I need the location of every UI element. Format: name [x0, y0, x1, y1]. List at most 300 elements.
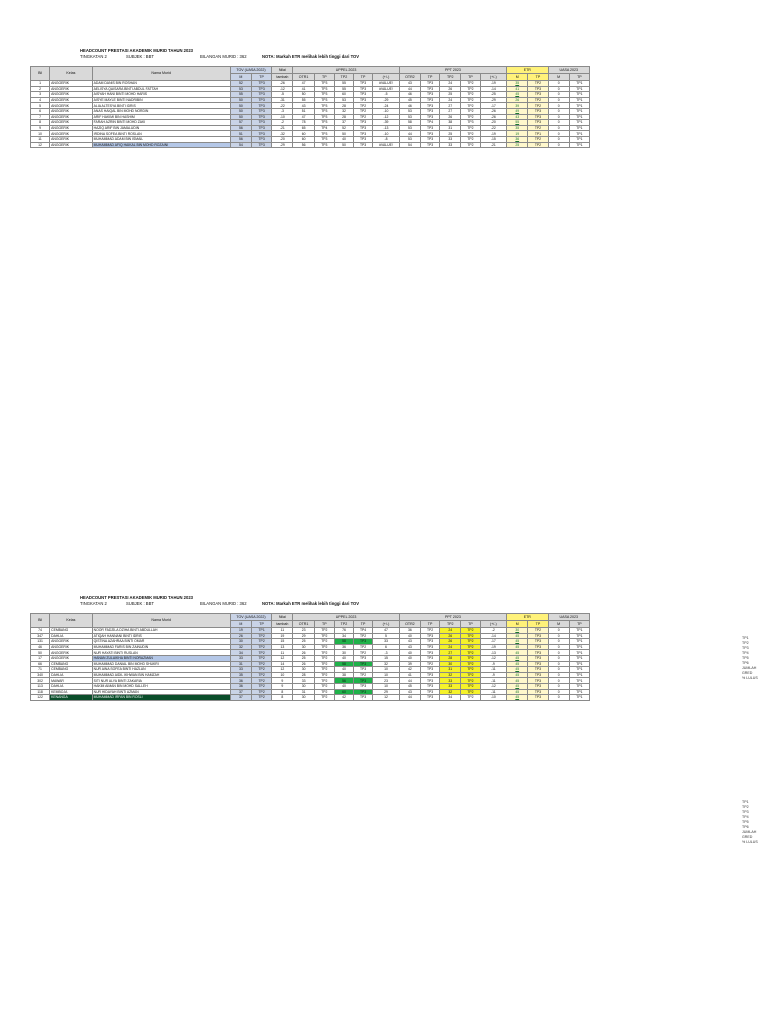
sheet-header [30, 589, 590, 613]
uppl-mark-cell: 52 [334, 125, 353, 131]
summary-label: GRED [742, 671, 753, 675]
nilai-tambah-cell: 15 [272, 639, 293, 645]
class-cell: ANGGERIK [50, 125, 93, 131]
uppl-tp2-cell: TP3 [354, 125, 373, 131]
class-cell: KENANGA [50, 695, 93, 701]
nilai-tambah-cell: -2 [272, 120, 293, 126]
tov-tp-cell: TP2 [252, 695, 272, 701]
subcol-tp: TP [461, 74, 480, 81]
otr2-cell: 45 [399, 97, 420, 103]
tov-tp-cell: TP3 [252, 125, 272, 131]
uppl-tp-cell: TP3 [314, 136, 334, 142]
table-row [31, 142, 590, 148]
summary-labels-a [742, 636, 768, 681]
uppl-diff-cell: #VALUE! [373, 81, 400, 87]
uppl-mark-cell: 40 [334, 655, 353, 661]
subcol-diff: (+/-) [373, 621, 400, 628]
uasa-mark-cell: 0 [548, 667, 569, 673]
subcol-tp: TP [252, 74, 272, 81]
student-name-cell: NUR HIDAYAH BINTI AZMAN [92, 689, 230, 695]
uppl-mark-cell: 30 [334, 650, 353, 656]
headcount-sheet-2 [30, 589, 590, 701]
sheet-header [30, 42, 590, 66]
uasa-tp-cell: TP1 [569, 131, 589, 137]
ppt-tp2-cell: TP2 [461, 142, 480, 148]
otr2-cell: 54 [399, 142, 420, 148]
uppl-mark-cell: 40 [334, 683, 353, 689]
etr-tp-cell: TP2 [528, 142, 548, 148]
etr-tp-cell: TP3 [528, 639, 548, 645]
uppl-tp-cell: TP2 [314, 644, 334, 650]
tov-mark-cell: 31 [230, 661, 251, 667]
uasa-mark-cell: 0 [548, 639, 569, 645]
row-number: 50 [31, 650, 50, 656]
otr1-cell: 47 [293, 81, 314, 87]
otr2-cell: 43 [399, 81, 420, 87]
tov-tp-cell: TP2 [252, 639, 272, 645]
uppl-tp-cell: TP2 [314, 639, 334, 645]
tov-mark-cell: 56 [230, 125, 251, 131]
student-rows [31, 81, 590, 148]
otr2-cell: 53 [399, 114, 420, 120]
tov-tp-cell: TP2 [252, 683, 272, 689]
student-name-cell: AELISYA QAISARA BINTI ABDUL FATTAH [92, 86, 230, 92]
uasa-tp-cell: TP1 [569, 81, 589, 87]
etr-mark-cell: 45 [507, 650, 528, 656]
uasa-tp-cell: TP1 [569, 678, 589, 684]
uasa-tp-cell: TP1 [569, 103, 589, 109]
student-name-cell: SITI NUR ALYA BINTI ZAKARIA [92, 678, 230, 684]
uppl-mark-cell: 58 [334, 661, 353, 667]
nilai-tambah-cell: -12 [272, 86, 293, 92]
ppt-diff-cell: -14 [480, 633, 507, 639]
etr-tp-cell: TP3 [528, 655, 548, 661]
uppl-diff-cell: -13 [373, 125, 400, 131]
uppl-tp2-cell: TP3 [354, 678, 373, 684]
subcol-m2: TP2 [334, 621, 353, 628]
ppt-mark-cell: 31 [440, 125, 461, 131]
tov-tp-cell: TP3 [252, 92, 272, 98]
otr1-cell: 43 [293, 103, 314, 109]
uppl-diff-cell: -29 [373, 97, 400, 103]
subcol-m: M [230, 74, 251, 81]
student-name-cell: NOOR FADZILA DZIHA BINTI ABDULLAH [92, 628, 230, 634]
nilai-tambah-cell: -3 [272, 108, 293, 114]
etr-tp-cell: TP3 [528, 650, 548, 656]
etr-mark-cell: 19 [507, 131, 528, 137]
uppl-mark-cell: 60 [334, 689, 353, 695]
ppt-diff-cell: -25 [480, 92, 507, 98]
uppl-tp-cell: TP3 [314, 108, 334, 114]
tov-mark-cell: 37 [230, 689, 251, 695]
ppt-tp-cell: TP3 [421, 97, 440, 103]
class-cell: KEMBOJA [50, 689, 93, 695]
ppt-diff-cell: -17 [480, 103, 507, 109]
summary-label: TP1 [742, 800, 749, 804]
ppt-mark-cell: 26 [440, 633, 461, 639]
tov-mark-cell: 26 [230, 633, 251, 639]
uasa-mark-cell: 0 [548, 125, 569, 131]
uppl-mark-cell: 60 [334, 92, 353, 98]
etr-mark-cell: 45 [507, 655, 528, 661]
ppt-tp-cell: TP3 [421, 131, 440, 137]
ppt-tp2-cell: TP2 [461, 131, 480, 137]
subcol-tambah: tambah [272, 74, 293, 81]
tov-mark-cell: 54 [230, 142, 251, 148]
subject-label: SUBJEK : BBT [126, 601, 154, 606]
uppl-mark-cell: 55 [334, 86, 353, 92]
uppl-tp-cell: TP2 [314, 661, 334, 667]
ppt-diff-cell: -2 [480, 628, 507, 634]
ppt-mark-cell: 33 [440, 678, 461, 684]
otr2-cell: 44 [399, 678, 420, 684]
etr-tp-cell: TP2 [528, 136, 548, 142]
ppt-tp-cell: TP3 [421, 103, 440, 109]
class-cell: ANGGERIK [50, 92, 93, 98]
summary-label: TP4 [742, 651, 749, 655]
etr-tp-cell: TP3 [528, 661, 548, 667]
tov-tp-cell: TP3 [252, 136, 272, 142]
class-cell: ANGGERIK [50, 655, 93, 661]
row-number: 118 [31, 689, 50, 695]
tov-tp-cell: TP3 [252, 81, 272, 87]
otr1-cell: 29 [293, 633, 314, 639]
row-number: 302 [31, 678, 50, 684]
tov-tp-cell: TP3 [252, 108, 272, 114]
otr2-cell: 41 [399, 672, 420, 678]
uppl-diff-cell: -3 [373, 650, 400, 656]
subject-label: SUBJEK : BBT [126, 54, 154, 59]
etr-tp-cell: TP2 [528, 628, 548, 634]
uasa-mark-cell: 0 [548, 92, 569, 98]
ppt-tp2-cell: TP2 [461, 695, 480, 701]
etr-mark-cell: 45 [507, 92, 528, 98]
ppt-tp-cell: TP3 [421, 672, 440, 678]
etr-mark-cell: 45 [507, 661, 528, 667]
uppl-tp2-cell: TP2 [354, 633, 373, 639]
uppl-tp2-cell: TP3 [354, 639, 373, 645]
class-cell: ANGGERIK [50, 114, 93, 120]
student-name-cell: HANAN ZULAIKHA BINTI NORAZMAN [92, 655, 230, 661]
col-bil: Bil [31, 67, 50, 81]
etr-tp-cell: TP3 [528, 695, 548, 701]
summary-label: TP4 [742, 815, 749, 819]
otr1-cell: 78 [293, 120, 314, 126]
otr2-cell: 43 [399, 644, 420, 650]
uasa-mark-cell: 0 [548, 86, 569, 92]
ppt-tp2-cell: TP2 [461, 639, 480, 645]
ppt-diff-cell: -19 [480, 131, 507, 137]
student-name-cell: MUHAMMAD AFIQ HAIKAL BIN MOHD ROZAINI [92, 142, 230, 148]
uppl-tp2-cell: TP3 [354, 131, 373, 137]
subcol-m2: TP2 [440, 621, 461, 628]
ppt-mark-cell: 30 [440, 661, 461, 667]
uppl-tp2-cell: TP3 [354, 661, 373, 667]
tov-mark-cell: 51 [230, 131, 251, 137]
subcol-otr1: OTR1 [293, 621, 314, 628]
uppl-tp-cell: TP2 [314, 678, 334, 684]
class-cell: ANGGERIK [50, 81, 93, 87]
ppt-tp2-cell: TP2 [461, 125, 480, 131]
student-name-cell: QISTINA AZAHRAA BINTI OMAR [92, 639, 230, 645]
uasa-tp-cell: TP1 [569, 142, 589, 148]
uppl-diff-cell: 47 [373, 628, 400, 634]
subcol-otr2: OTR2 [399, 74, 420, 81]
tov-mark-cell: 36 [230, 683, 251, 689]
col-tov: TOV (UASA 2022) [230, 614, 271, 621]
class-cell: ANGGERIK [50, 108, 93, 114]
ppt-mark-cell: 24 [440, 644, 461, 650]
nilai-tambah-cell: -22 [272, 103, 293, 109]
subcol-m: M [548, 621, 569, 628]
row-number: 7 [31, 114, 50, 120]
class-cell: CEMBANG [50, 661, 93, 667]
subcol-tp: TP [252, 621, 272, 628]
otr1-cell: 47 [293, 114, 314, 120]
ppt-mark-cell: 33 [440, 142, 461, 148]
ppt-diff-cell: -17 [480, 639, 507, 645]
ppt-tp2-cell: TP2 [461, 103, 480, 109]
row-number: 11 [31, 136, 50, 142]
uppl-diff-cell: -24 [373, 103, 400, 109]
ppt-diff-cell: -19 [480, 644, 507, 650]
student-name-cell: MUHAMMAD DANIAL BIN MOHD SHUKRI [92, 661, 230, 667]
nilai-tambah-cell: 10 [272, 672, 293, 678]
nilai-tambah-cell: -10 [272, 114, 293, 120]
ppt-diff-cell: -11 [480, 667, 507, 673]
uasa-tp-cell: TP1 [569, 661, 589, 667]
class-cell: ANGGERIK [50, 644, 93, 650]
uppl-mark-cell: 28 [334, 114, 353, 120]
etr-mark-cell: 43 [507, 114, 528, 120]
uppl-diff-cell: 29 [373, 689, 400, 695]
col-nama: Nama Murid [92, 614, 230, 628]
uppl-tp2-cell: TP2 [354, 114, 373, 120]
class-cell: ANGGERIK [50, 650, 93, 656]
ppt-tp2-cell: TP2 [461, 628, 480, 634]
uppl-tp2-cell: TP3 [354, 92, 373, 98]
ppt-tp-cell: TP3 [421, 689, 440, 695]
student-name-cell: FARAH AZRIN BINTI MOHD ZAKI [92, 120, 230, 126]
tov-mark-cell: 19 [230, 628, 251, 634]
col-uppl: UPPEL 2023 [293, 67, 399, 74]
ppt-diff-cell: -10 [480, 695, 507, 701]
etr-tp-cell: TP3 [528, 120, 548, 126]
uppl-diff-cell: -39 [373, 120, 400, 126]
class-cell: ANGGERIK [50, 86, 93, 92]
col-uppl: UPPEL 2023 [293, 614, 399, 621]
ppt-mark-cell: 26 [440, 114, 461, 120]
uppl-tp2-cell: TP2 [354, 103, 373, 109]
ppt-tp2-cell: TP2 [461, 667, 480, 673]
nilai-tambah-cell: -31 [272, 97, 293, 103]
uasa-mark-cell: 0 [548, 114, 569, 120]
uasa-mark-cell: 0 [548, 672, 569, 678]
summary-label: % LULUS [742, 840, 758, 844]
subcol-m: M [548, 74, 569, 81]
uppl-tp2-cell: TP2 [354, 650, 373, 656]
ppt-tp-cell: TP3 [421, 678, 440, 684]
nilai-tambah-cell: 11 [272, 628, 293, 634]
otr1-cell: 30 [293, 667, 314, 673]
ppt-mark-cell: 33 [440, 683, 461, 689]
tov-mark-cell: 57 [230, 120, 251, 126]
uppl-diff-cell: 10 [373, 667, 400, 673]
etr-mark-cell: 45 [507, 644, 528, 650]
otr1-cell: 51 [293, 108, 314, 114]
uppl-tp2-cell: TP2 [354, 644, 373, 650]
row-number: 122 [31, 695, 50, 701]
ppt-tp-cell: TP3 [421, 108, 440, 114]
tov-tp-cell: TP3 [252, 120, 272, 126]
subcol-tambah: tambah [272, 621, 293, 628]
nilai-tambah-cell: 12 [272, 655, 293, 661]
class-cell: ANGGERIK [50, 97, 93, 103]
otr1-cell: 23 [293, 628, 314, 634]
subcol-otr1: OTR1 [293, 74, 314, 81]
otr2-cell: 40 [399, 655, 420, 661]
uasa-mark-cell: 0 [548, 633, 569, 639]
otr2-cell: 44 [399, 131, 420, 137]
etr-mark-cell: 45 [507, 633, 528, 639]
nilai-tambah-cell: -26 [272, 81, 293, 87]
otr2-cell: 42 [399, 667, 420, 673]
etr-tp-cell: TP1 [528, 131, 548, 137]
ppt-tp-cell: TP3 [421, 125, 440, 131]
student-name-cell: ADAM DANIS BIN ROSHAN [92, 81, 230, 87]
nilai-tambah-cell: 8 [272, 689, 293, 695]
col-ppt: PPT 2023 [399, 67, 506, 74]
uasa-mark-cell: 0 [548, 131, 569, 137]
otr2-cell: 36 [399, 628, 420, 634]
student-name-cell: MUHAMMAD IRFAN BIN ROSLI [92, 695, 230, 701]
ppt-tp-cell: TP3 [421, 633, 440, 639]
tov-mark-cell: 55 [230, 92, 251, 98]
uppl-tp-cell: TP3 [314, 120, 334, 126]
uppl-tp-cell: TP2 [314, 695, 334, 701]
tov-mark-cell: 50 [230, 108, 251, 114]
uppl-tp-cell: TP2 [314, 683, 334, 689]
etr-mark-cell: 26 [507, 97, 528, 103]
uppl-mark-cell: 28 [334, 103, 353, 109]
uppl-tp2-cell: TP3 [354, 667, 373, 673]
uppl-diff-cell: #VALUE! [373, 142, 400, 148]
uppl-diff-cell: 32 [373, 661, 400, 667]
etr-mark-cell: 30 [507, 628, 528, 634]
uasa-mark-cell: 0 [548, 683, 569, 689]
subcol-diff: (+/-) [373, 74, 400, 81]
row-number: 347 [31, 633, 50, 639]
otr1-cell: 60 [293, 136, 314, 142]
row-number: 10 [31, 131, 50, 137]
col-nilai: Nilai [272, 614, 293, 621]
ppt-diff-cell: -20 [480, 120, 507, 126]
otr1-cell: 28 [293, 672, 314, 678]
uppl-diff-cell: 10 [373, 683, 400, 689]
otr2-cell: 44 [399, 695, 420, 701]
uasa-tp-cell: TP1 [569, 695, 589, 701]
ppt-tp-cell: TP2 [421, 628, 440, 634]
uppl-tp-cell: TP2 [314, 689, 334, 695]
col-kelas: Kelas [50, 614, 93, 628]
class-cell: MAWAR [50, 678, 93, 684]
otr1-cell: 50 [293, 92, 314, 98]
uppl-tp2-cell: TP3 [354, 695, 373, 701]
ppt-tp-cell: TP3 [421, 136, 440, 142]
uppl-tp-cell: TP3 [314, 81, 334, 87]
uasa-tp-cell: TP1 [569, 650, 589, 656]
ppt-diff-cell: -12 [480, 683, 507, 689]
class-cell: ANGGERIK [50, 142, 93, 148]
uppl-tp-cell: TP2 [314, 628, 334, 634]
uppl-tp-cell: TP3 [314, 103, 334, 109]
uppl-diff-cell: 23 [373, 678, 400, 684]
uppl-mark-cell: 36 [334, 644, 353, 650]
uppl-tp2-cell: TP3 [354, 683, 373, 689]
nilai-tambah-cell: 8 [272, 695, 293, 701]
subcol-m: M [230, 621, 251, 628]
etr-mark-cell: 45 [507, 678, 528, 684]
uppl-tp-cell: TP3 [314, 114, 334, 120]
uppl-diff-cell: #VALUE! [373, 86, 400, 92]
uasa-mark-cell: 0 [548, 695, 569, 701]
tov-mark-cell: 53 [230, 86, 251, 92]
student-name-cell: NUR AINA SOFEA BINTI HAZLAN [92, 667, 230, 673]
class-cell: DAHLIA [50, 633, 93, 639]
uasa-mark-cell: 0 [548, 655, 569, 661]
uppl-diff-cell: 6 [373, 644, 400, 650]
uppl-tp-cell: TP2 [314, 655, 334, 661]
uppl-diff-cell: 10 [373, 672, 400, 678]
uasa-mark-cell: 0 [548, 120, 569, 126]
uasa-tp-cell: TP1 [569, 689, 589, 695]
student-name-cell: ARIF HAKIMI BIN HASHIM [92, 114, 230, 120]
otr1-cell: 26 [293, 650, 314, 656]
student-name-cell: MUHAMMAD ADAM BIN ISMAIL [92, 136, 230, 142]
col-etr: ETR [507, 614, 548, 621]
note-label: NOTA: Markah ETR melihak lebih tinggi dari TOV [262, 54, 360, 59]
otr2-cell: 46 [399, 92, 420, 98]
ppt-mark-cell: 28 [440, 655, 461, 661]
student-name-cell: NUR HAYATI BINTI RUSLAN [92, 650, 230, 656]
student-name-cell: ALIA ALTESYA BINTI IDRIS [92, 103, 230, 109]
row-number: 2 [31, 86, 50, 92]
summary-labels-b [742, 800, 768, 845]
student-name-cell: IRDINA SOFEA BINTI ROSLAN [92, 131, 230, 137]
uppl-diff-cell: 33 [373, 639, 400, 645]
uppl-tp-cell: TP4 [314, 125, 334, 131]
ppt-mark-cell: 25 [440, 131, 461, 137]
tov-tp-cell: TP2 [252, 672, 272, 678]
uppl-diff-cell: 5 [373, 633, 400, 639]
uasa-tp-cell: TP1 [569, 683, 589, 689]
uppl-diff-cell: -10 [373, 108, 400, 114]
nilai-tambah-cell: 9 [272, 683, 293, 689]
ppt-mark-cell: 25 [440, 92, 461, 98]
uppl-tp2-cell: TP3 [354, 142, 373, 148]
uppl-tp2-cell: TP3 [354, 689, 373, 695]
summary-label: % LULUS [742, 676, 758, 680]
ppt-mark-cell: 32 [440, 672, 461, 678]
tov-mark-cell: 50 [230, 103, 251, 109]
tov-mark-cell: 33 [230, 667, 251, 673]
uppl-diff-cell: -12 [373, 114, 400, 120]
etr-mark-cell: 41 [507, 86, 528, 92]
ppt-diff-cell: -29 [480, 97, 507, 103]
uasa-mark-cell: 0 [548, 108, 569, 114]
student-table-sorted [30, 613, 590, 701]
row-number: 113 [31, 683, 50, 689]
